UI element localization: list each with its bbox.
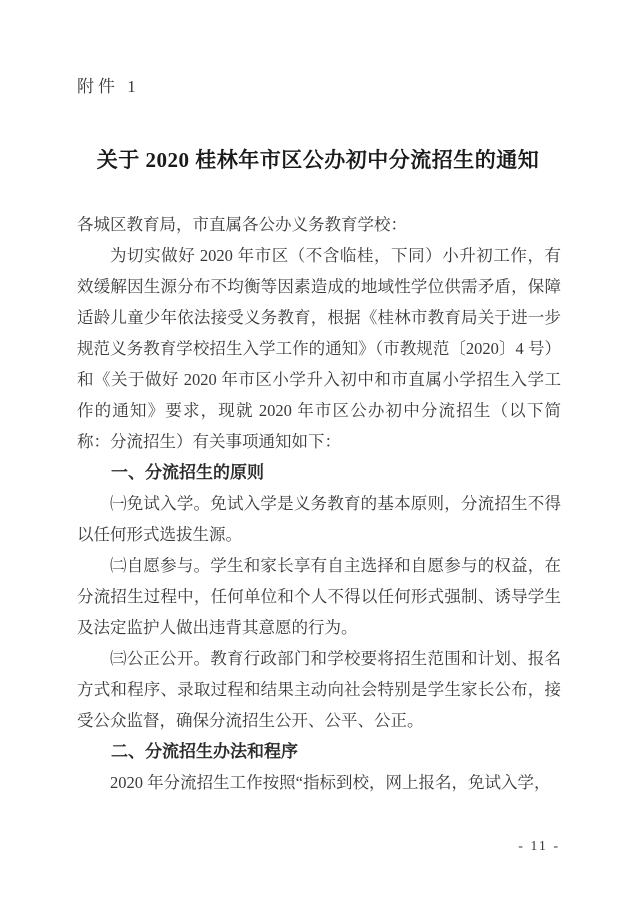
- document-paragraph: ㈢公正公开。教育行政部门和学校要将招生范围和计划、报名方式和程序、录取过程和结果主动向社会特别是学生家长公布，接受公众监督，确保分流招生公开、公平、公正。: [77, 649, 561, 730]
- section-heading: 二、分流招生办法和程序: [111, 742, 298, 761]
- document-salutation: 各城区教育局，市直属各公办义务教育学校：: [77, 215, 407, 234]
- document-body: [77, 209, 561, 798]
- document-body-blocks: [77, 240, 561, 798]
- document-paragraph: 为切实做好 2020 年市区（不含临桂，下同）小升初工作，有效缓解因生源分布不均衡等因素造成的地域性学位供需矛盾，保障适龄儿童少年依法接受义务教育，根据《桂林市教育局关于进一步规范义务教育学校招生入学工作的通知》（市教规范〔2020〕4 号）和《关于做好 2020 年市区小学升入初中和市直属小学招生入学工作的通知》要求，现就 2020 年市区公办初中分流招生（以下简称：分流招生）有关事项通知如下：: [77, 246, 561, 451]
- document-title: 关于 2020 桂林年市区公办初中分流招生的通知: [96, 148, 540, 172]
- attachment-label: 附件 1: [77, 77, 140, 96]
- document-paragraph: ㈡自愿参与。学生和家长享有自主选择和自愿参与的权益，在分流招生过程中，任何单位和个人不得以任何形式强制、诱导学生及法定监护人做出违背其意愿的行为。: [77, 556, 561, 637]
- document-paragraph: ㈠免试入学。免试入学是义务教育的基本原则，分流招生不得以任何形式选拔生源。: [77, 494, 561, 544]
- page-number: - 11 -: [518, 839, 560, 854]
- section-heading: 一、分流招生的原则: [111, 463, 264, 482]
- document-paragraph: 2020 年分流招生工作按照“指标到校，网上报名，免试入学，: [110, 773, 551, 792]
